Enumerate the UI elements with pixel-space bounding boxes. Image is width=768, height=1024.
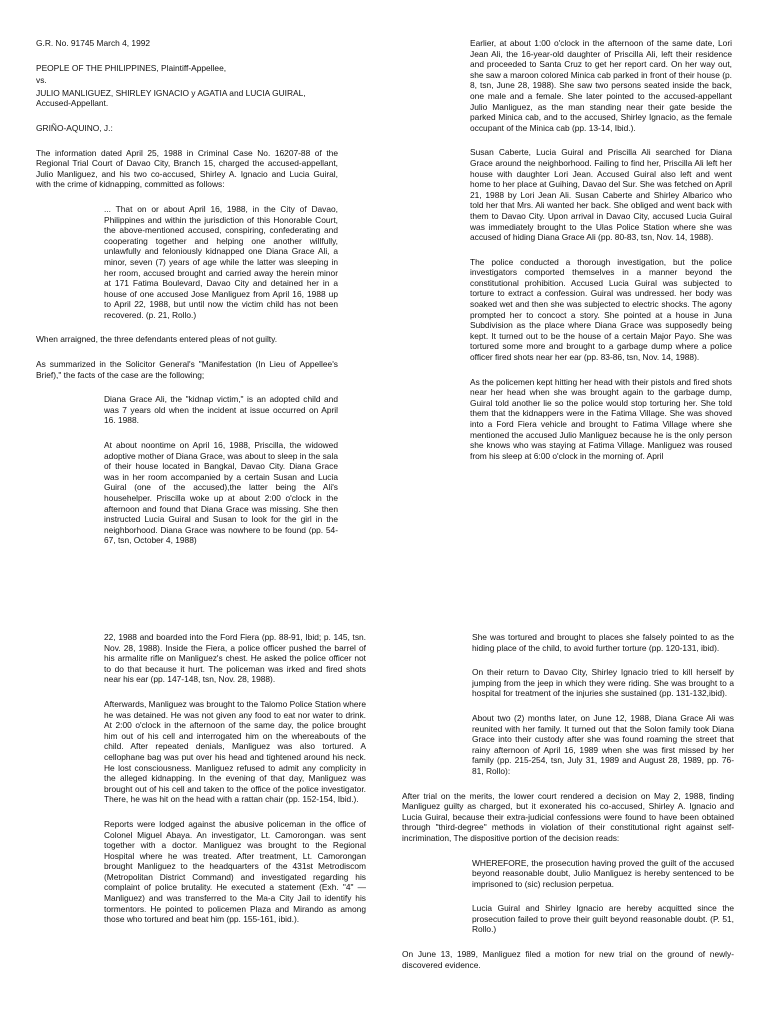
quoted-fact: Susan Caberte, Lucia Guiral and Priscilla Ali searched for Diana Grace around the neighborhood. Failing to find her, Priscilla Ali left her house with daughter Lori Jean. Accused Guiral also left and went home to her place at Guihing, Davao del Sur. She was fetched on April 21, 1988 by Lori Jean Ali. Susan Caberte and Shirley Albarico who told her that Mrs. Ali wanted her back. She obliged and went back with them to Davao City. Upon arrival in Davao City, accused Lucia Guiral was immediately brought to the Ulas Police Station where she was accused of hiding Diana Grace Ali (pp. 80-83, tsn, Nov. 14, 1988). bbox=[470, 147, 732, 243]
quoted-fact: Earlier, at about 1:00 o'clock in the afternoon of the same date, Lori Jean Ali, the 16-year-old daughter of Priscilla Ali, left their residence and proceeded to Santa Cruz to get her report card. On her way out, she saw a maroon colored Minica cab parked in front of their house (p. 8, tsn, June 28, 1988). She saw two persons seated inside the back, one male and a female. She later pointed to the accused-appellant Julio Manliguez, as the man standing near their gate beside the parked Minica cab, and to the accused, Shirley Ignacio, as the female occupant of the Minica cab (pp. 13-14, Ibid.). bbox=[470, 38, 732, 133]
case-header: G.R. No. 91745 March 4, 1992 bbox=[36, 38, 151, 48]
quoted-fact: About two (2) months later, on June 12, 1988, Diana Grace Ali was reunited with her family. It turned out that the Solon family took Diana Grace into their custody after she was found roaming the street that rainy afternoon of April 16, 1989 when she was first missed by her family (pp. 215-254, tsn, July 31, 1989 and August 28, 1989, pp. 76-81, Rollo): bbox=[472, 712, 734, 776]
quoted-information: ... That on or about April 16, 1988, in the City of Davao, Philippines and within the jurisdiction of this Honorable Court, the above-mentioned accused, conspiring, confederating and cooperating together and helping one another willfully, unlawfully and feloniously kidnapped one Diana Grace Ali, a minor, seven (7) years of age while the latter was sleeping in her room, accused brought and carried away the herein minor at 171 Fatima Boulevard, Davao City and detained her in a house of one accused Jose Manliguez from April 16, 1988 up to April 22, 1988, but until now the victim child has not been recovered. (p. 21, Rollo.) bbox=[104, 203, 338, 320]
page2-right-column bbox=[402, 632, 734, 978]
paragraph: As summarized in the Solicitor General's "Manifestation (In Lieu of Appellee's Brief)," the facts of the case are the following; bbox=[36, 359, 338, 380]
quoted-fact: Afterwards, Manliguez was brought to the Talomo Police Station where he was detained. He was not given any food to eat nor water to drink. At 2:00 o'clock in the afternoon of the same day, the police brought him out of his cell and interrogated him on the whereabouts of the child. After repeated denials, Manliguez was also tortured. A cellophane bag was put over his head and tightened around his neck. He lost consciousness. Manliguez refused to admit any complicity in the alleged kidnapping. In the evening of that day, Manliguez was brought out of his cell and taken to the office of the police investigator. There, he was hit on the head with a rattan chair (pp. 152-154, Ibid.). bbox=[104, 698, 366, 805]
quoted-fact: Reports were lodged against the abusive policeman in the office of Colonel Miguel Abaya. An investigator, Lt. Camorongan. was sent together with a doctor. Manliguez was brought to the Regional Hospital where he was treated. After treatment, Lt. Camorongan brought Manliguez to the headquarters of the 431st Metrodiscom (Metropolitan District Command) and investigated regarding his complaint of police brutality. He executed a statement (Exh. "4" — Manliguez) and was transferred to the Ma-a City Jail to identify his tormentors. He pointed to policemen Plaza and Mirando as among those who tortured and beat him (pp. 155-161, ibid.). bbox=[104, 818, 366, 925]
parties-vs: vs. bbox=[36, 75, 47, 86]
quoted-decision: WHEREFORE, the prosecution having proved the guilt of the accused beyond reasonable doubt, Julio Manliguez is hereby sentenced to be imprisoned to (sic) reclusion perpetua. bbox=[472, 857, 734, 889]
quoted-fact: She was tortured and brought to places she falsely pointed to as the hiding place of the child, to avoid further torture (pp. 120-131, ibid). bbox=[472, 632, 734, 653]
paragraph: When arraigned, the three defendants entered pleas of not guilty. bbox=[36, 334, 278, 345]
paragraph: After trial on the merits, the lower court rendered a decision on May 2, 1988, finding Manliguez guilty as charged, but it exonerated his co-accused, Shirley A. Ignacio and Lucia Guiral, because their extra-judicial confessions were found to have been obtained through "third-degree" methods in violation of their constitutional right against self-incrimination, The dispositive portion of the decision reads: bbox=[402, 790, 734, 843]
parties-appellants: JULIO MANLIGUEZ, SHIRLEY IGNACIO y AGATIA and LUCIA GUIRAL, Accused-Appellant. bbox=[36, 87, 306, 109]
ponente: GRIÑO-AQUINO, J.: bbox=[36, 122, 113, 133]
page1-left-column bbox=[36, 38, 338, 554]
quoted-decision: Lucia Guiral and Shirley Ignacio are hereby acquitted since the prosecution failed to prove their guilt beyond reasonable doubt. (P. 51, Rollo.) bbox=[472, 903, 734, 935]
quoted-fact: The police conducted a thorough investigation, but the police investigators comported themselves in a manner beyond the constitutional prohibition. Accused Lucia Guiral was subjected to torture to extract a confession. Guiral was undressed. her body was soaked wet and then she was subjected to electric shocks. The agony prompted her to concoct a story. She pointed at a house in Juna Subdivision as the place where Diana Grace was supposedly being kept. It turned out to be the house of a certain Major Payo. She was tortured some more and brought to a garbage dump where a police officer fired shots near her ear (pp. 83-86, tsn, Nov. 14, 1988). bbox=[470, 256, 732, 363]
quoted-fact: As the policemen kept hitting her head with their pistols and fired shots near her head when she was brought again to the garbage dump, Guiral told another lie so the police would stop torturing her. She told them that the kidnappers were in the Fatima Village. She was shoved into a Ford Fiera vehicle and brought to Fatima Village where she mentioned the accused Julio Manliguez because he is the only person she knows who was staying at Fatima Village. Manliguez was roused from his sleep at 6:00 o'clock in the morning of. April bbox=[470, 376, 732, 461]
paragraph: On June 13, 1989, Manliguez filed a motion for new trial on the ground of newly-discovered evidence. bbox=[402, 949, 734, 970]
page1-right-column bbox=[470, 38, 732, 469]
quoted-fact: On their return to Davao City, Shirley Ignacio tried to kill herself by jumping from the jeep in which they were riding. She was brought to a hospital for treatment of the injuries she sustained (pp. 131-132,ibid). bbox=[472, 667, 734, 699]
quoted-fact: Diana Grace Ali, the "kidnap victim," is an adopted child and was 7 years old when the incident at issue occurred on April 16. 1988. bbox=[104, 394, 338, 426]
paragraph: The information dated April 25, 1988 in Criminal Case No. 16207-88 of the Regional Trial Court of Davao City, Branch 15, charged the accused-appellant, Julio Manliguez, and his two co-accused, Shirley A. Ignacio and Lucia Guiral, with the crime of kidnapping, committed as follows: bbox=[36, 147, 338, 190]
page2-left-column bbox=[104, 632, 366, 933]
quoted-fact: At about noontime on April 16, 1988, Priscilla, the widowed adoptive mother of Diana Grace, was about to sleep in the sala of their house located in Bangkal, Davao City. Diana Grace was in her room accompanied by a certain Susan and Lucia Guiral (one of the accused),the latter being the Ali's househelper. Priscilla woke up at about 2:00 o'clock in the afternoon and found that Diana Grace was missing. She then instructed Lucia Guiral and Susan to look for the girl in the neighborhood. Diana Grace was nowhere to be found (pp. 54-67, tsn, October 4, 1988) bbox=[104, 440, 338, 546]
quoted-fact: 22, 1988 and boarded into the Ford Fiera (pp. 88-91, Ibid; p. 145, tsn. Nov. 28, 1988). Inside the Fiera, a police officer pushed the barrel of his armalite rifle on Manliguez's chest. He asked the police officer not to do that because it hurt. The policeman was irked and fired shots near his ear (pp. 147-148, tsn, Nov. 28, 1988). bbox=[104, 632, 366, 685]
parties-appellee: PEOPLE OF THE PHILIPPINES, Plaintiff-Appellee, bbox=[36, 62, 227, 73]
